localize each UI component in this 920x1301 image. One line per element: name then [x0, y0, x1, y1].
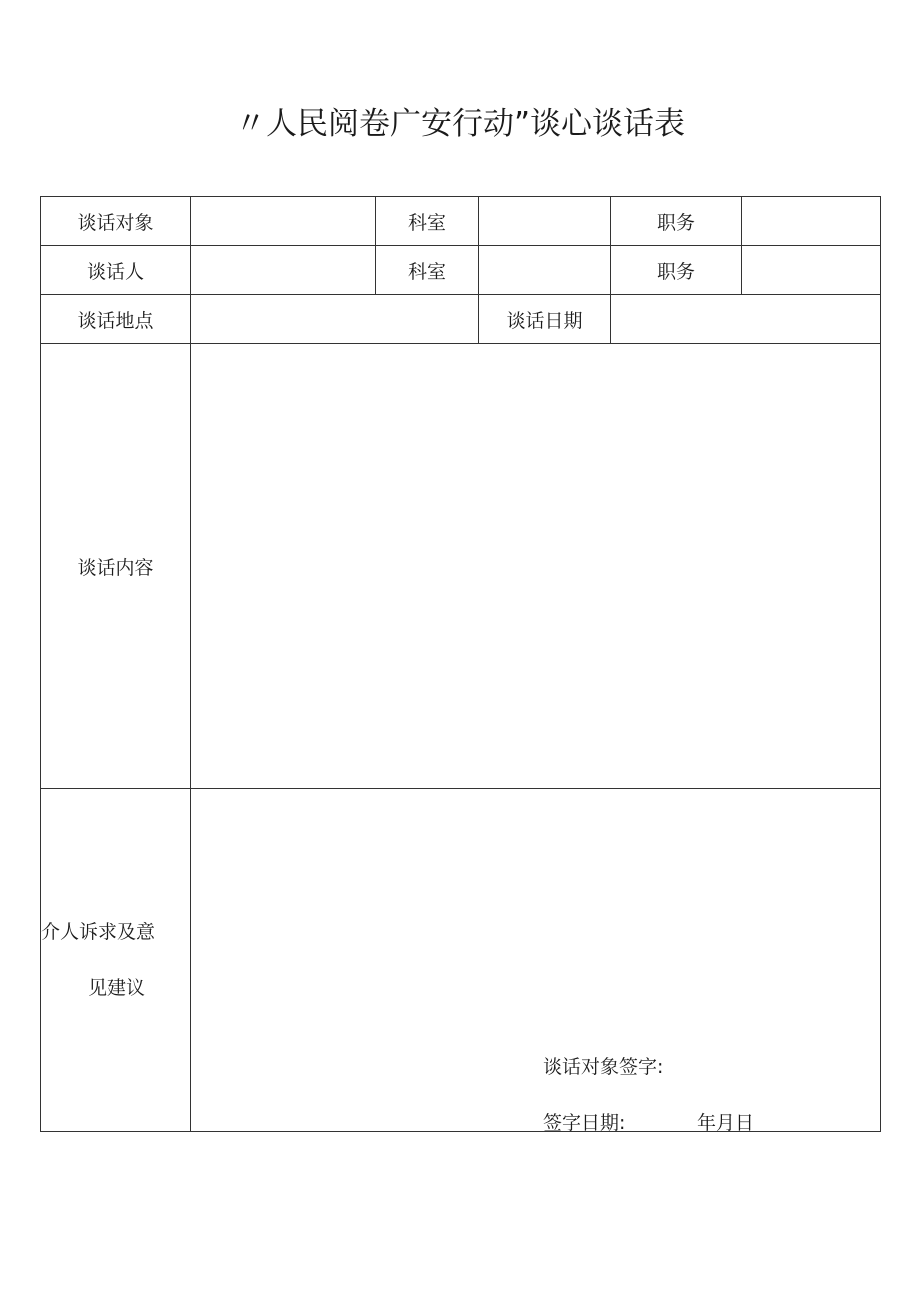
field-opinion[interactable]	[191, 789, 881, 1132]
field-content[interactable]	[191, 344, 881, 789]
label-opinion-line2: 见建议	[87, 977, 145, 999]
label-content: 谈话内容	[41, 344, 191, 789]
row-location	[41, 295, 881, 344]
form-title: 〃人民阅卷广安行动”谈心谈话表	[234, 106, 686, 142]
label-subject-position: 职务	[611, 197, 742, 246]
field-talker[interactable]	[191, 246, 376, 295]
sign-date-label: 签字日期:	[543, 1112, 626, 1134]
signature-label: 谈话对象签字:	[543, 1056, 664, 1078]
field-subject-dept[interactable]	[479, 197, 611, 246]
sign-date-row	[543, 1095, 754, 1151]
label-location: 谈话地点	[41, 295, 191, 344]
row-content	[41, 344, 881, 789]
field-location[interactable]	[191, 295, 479, 344]
label-subject-dept: 科室	[376, 197, 479, 246]
field-subject-position[interactable]	[742, 197, 881, 246]
sign-date-units: 年月日	[697, 1112, 755, 1134]
label-opinion	[41, 789, 191, 1132]
row-talker	[41, 246, 881, 295]
label-talker: 谈话人	[41, 246, 191, 295]
label-opinion-line1: 介人诉求及意	[41, 921, 156, 943]
label-subject: 谈话对象	[41, 197, 191, 246]
label-talker-dept: 科室	[376, 246, 479, 295]
field-talker-dept[interactable]	[479, 246, 611, 295]
label-talker-position: 职务	[611, 246, 742, 295]
row-opinion	[41, 789, 881, 1132]
field-subject[interactable]	[191, 197, 376, 246]
field-talker-position[interactable]	[742, 246, 881, 295]
talk-record-table	[40, 196, 881, 1132]
label-talk-date: 谈话日期	[479, 295, 611, 344]
row-subject	[41, 197, 881, 246]
field-talk-date[interactable]	[611, 295, 881, 344]
signature-block	[543, 1039, 754, 1151]
